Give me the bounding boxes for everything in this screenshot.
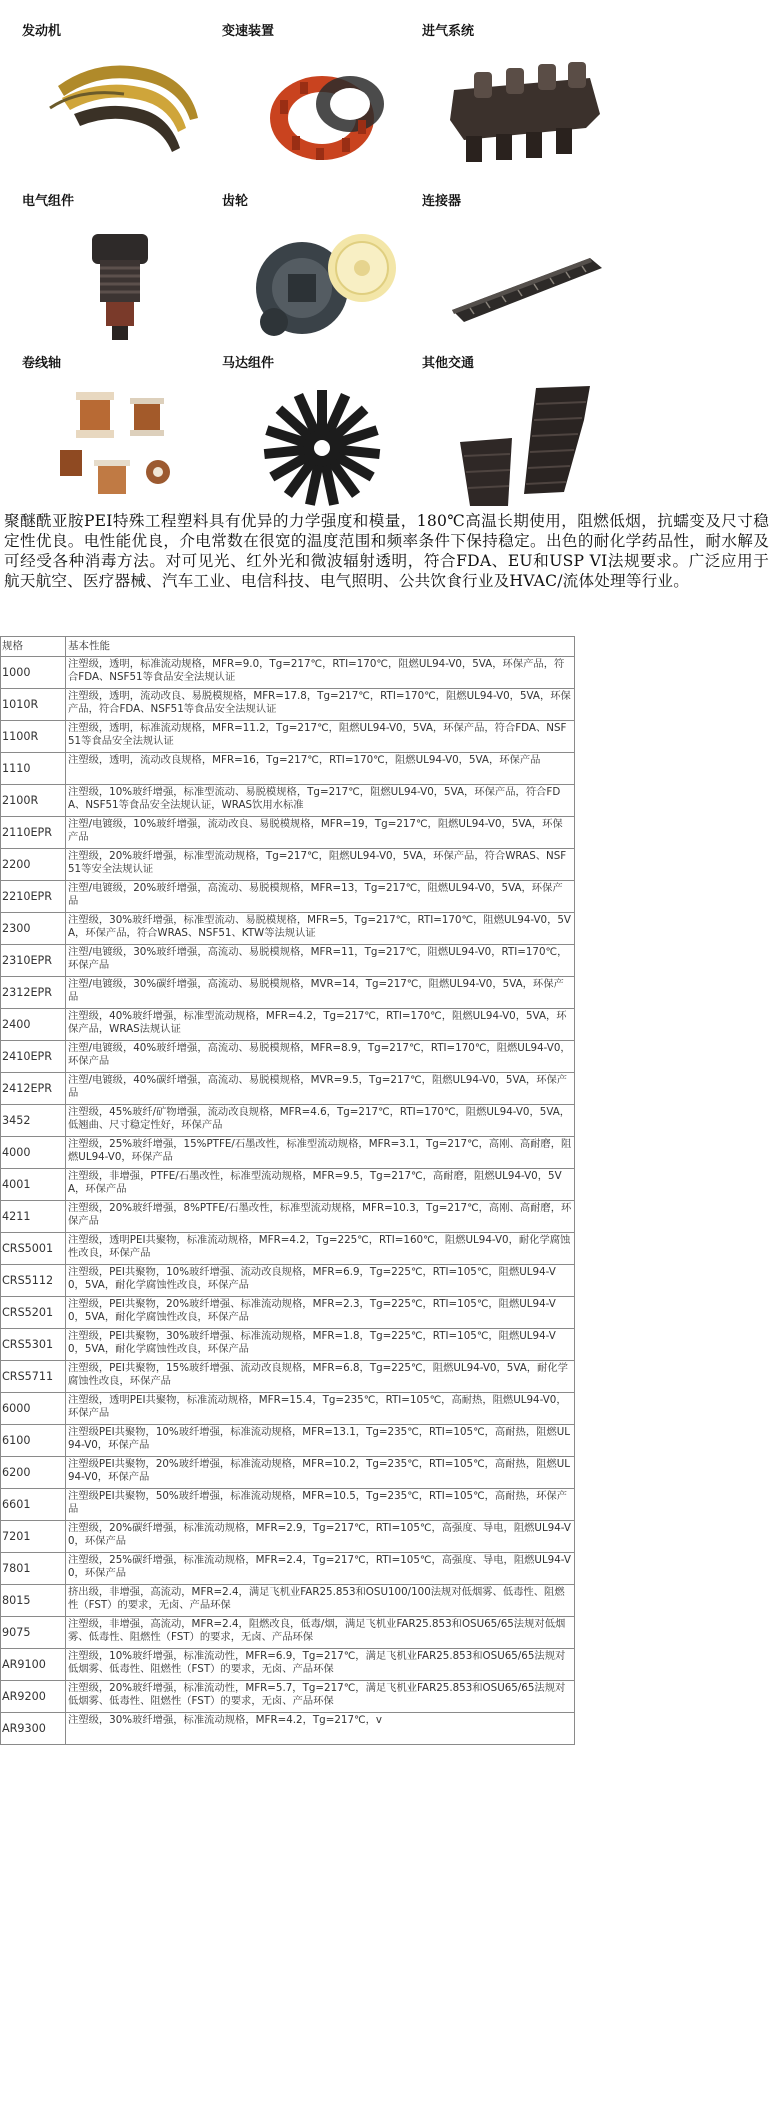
properties-cell: 注塑级，20%玻纤增强，标准型流动规格，Tg=217℃，阻燃UL94-V0，5VA，环保产品，符合WRAS、NSF51等安全法规认证	[66, 849, 575, 881]
grade-cell: 2110EPR	[1, 817, 66, 849]
grade-cell: 2100R	[1, 785, 66, 817]
grade-cell: 9075	[1, 1617, 66, 1649]
gallery-title: 卷线轴	[22, 356, 62, 371]
grade-cell: CRS5201	[1, 1297, 66, 1329]
motor-fan-image	[240, 380, 410, 510]
table-row	[1, 1713, 575, 1745]
grade-cell: 2210EPR	[1, 881, 66, 913]
table-row	[1, 881, 575, 913]
grade-cell: 2310EPR	[1, 945, 66, 977]
properties-cell: 注塑级，PEI共聚物，30%玻纤增强、标准流动规格，MFR=1.8，Tg=225℃，RTI=105℃，阻燃UL94-V0，5VA，耐化学腐蚀性改良，环保产品	[66, 1329, 575, 1361]
intake-manifold-image	[440, 48, 610, 178]
grade-cell: 6601	[1, 1489, 66, 1521]
grade-cell: 1110	[1, 753, 66, 785]
properties-cell: 注塑级PEI共聚物，50%玻纤增强，标准流动规格，MFR=10.5，Tg=235℃，RTI=105℃，高耐热，环保产品	[66, 1489, 575, 1521]
properties-cell: 注塑级，非增强，高流动，MFR=2.4，阻燃改良，低毒/烟，满足飞机业FAR25.853和OSU65/65法规对低烟雾、低毒性、阻燃性（FST）的要求，无卤、产品环保	[66, 1617, 575, 1649]
table-row	[1, 1521, 575, 1553]
grade-cell: 8015	[1, 1585, 66, 1617]
gallery-title: 齿轮	[222, 194, 249, 209]
properties-cell: 注塑级，透明，流动改良、易脱模规格，MFR=17.8，Tg=217℃，RTI=170℃，阻燃UL94-V0，5VA，环保产品，符合FDA、NSF51等食品安全法规认证	[66, 689, 575, 721]
grade-cell: CRS5001	[1, 1233, 66, 1265]
properties-cell: 注塑级，透明PEI共聚物，标准流动规格，MFR=4.2，Tg=225℃，RTI=160℃，阻燃UL94-V0，耐化学腐蚀性改良，环保产品	[66, 1233, 575, 1265]
grade-cell: AR9200	[1, 1681, 66, 1713]
table-row	[1, 1585, 575, 1617]
header-grade: 规格	[1, 637, 66, 657]
properties-cell: 注塑级，45%玻纤/矿物增强，流动改良规格，MFR=4.6，Tg=217℃，RTI=170℃，阻燃UL94-V0，5VA，低翘曲、尺寸稳定性好，环保产品	[66, 1105, 575, 1137]
gear-assembly-image	[240, 218, 410, 348]
application-gallery	[0, 0, 773, 500]
table-row	[1, 721, 575, 753]
gallery-title: 变速装置	[222, 24, 275, 39]
table-header-row	[1, 637, 575, 657]
properties-cell: 注塑级，40%玻纤增强，标准型流动规格，MFR=4.2，Tg=217℃，RTI=170℃，阻燃UL94-V0，5VA，环保产品，WRAS法规认证	[66, 1009, 575, 1041]
grade-cell: 6000	[1, 1393, 66, 1425]
table-row	[1, 817, 575, 849]
table-row	[1, 1073, 575, 1105]
table-row	[1, 1425, 575, 1457]
table-row	[1, 1105, 575, 1137]
table-row	[1, 1489, 575, 1521]
table-row	[1, 913, 575, 945]
properties-cell: 注塑级，25%碳纤增强，标准流动规格，MFR=2.4，Tg=217℃，RTI=105℃，高强度、导电，阻燃UL94-V0，环保产品	[66, 1553, 575, 1585]
grade-cell: CRS5112	[1, 1265, 66, 1297]
chain-guide-part-image	[40, 48, 210, 178]
grade-cell: 4000	[1, 1137, 66, 1169]
properties-cell: 注塑级，20%玻纤增强，标准流动性，MFR=5.7，Tg=217℃，满足飞机业FAR25.853和OSU65/65法规对低烟雾、低毒性、阻燃性（FST）的要求，无卤、产品环保	[66, 1681, 575, 1713]
grade-cell: 1100R	[1, 721, 66, 753]
grade-cell: 4001	[1, 1169, 66, 1201]
table-row	[1, 1137, 575, 1169]
table-row	[1, 1361, 575, 1393]
properties-cell: 注塑级，25%玻纤增强，15%PTFE/石墨改性，标准型流动规格，MFR=3.1，Tg=217℃，高刚、高耐磨，阻燃UL94-V0，环保产品	[66, 1137, 575, 1169]
coil-bobbin-image	[40, 380, 210, 510]
table-row	[1, 1265, 575, 1297]
grade-cell: 4211	[1, 1201, 66, 1233]
properties-cell: 注塑级，20%碳纤增强，标准流动规格，MFR=2.9，Tg=217℃，RTI=105℃，高强度、导电，阻燃UL94-V0，环保产品	[66, 1521, 575, 1553]
header-properties: 基本性能	[66, 637, 575, 657]
properties-cell: 注塑级，20%玻纤增强，8%PTFE/石墨改性，标准型流动规格，MFR=10.3，Tg=217℃，高刚、高耐磨，环保产品	[66, 1201, 575, 1233]
table-row	[1, 753, 575, 785]
properties-cell: 注塑/电镀级，10%玻纤增强，流动改良、易脱模规格，MFR=19，Tg=217℃，阻燃UL94-V0，5VA，环保产品	[66, 817, 575, 849]
properties-cell: 注塑/电镀级，40%碳纤增强，高流动、易脱模规格，MVR=9.5，Tg=217℃，阻燃UL94-V0，5VA，环保产品	[66, 1073, 575, 1105]
electrical-fitting-image	[40, 218, 210, 348]
table-row	[1, 1201, 575, 1233]
gallery-item-intake	[422, 20, 622, 180]
properties-cell: 注塑级，非增强，PTFE/石墨改性，标准型流动规格，MFR=9.5，Tg=217℃，高耐磨，阻燃UL94-V0，5VA，环保产品	[66, 1169, 575, 1201]
table-row	[1, 1169, 575, 1201]
grade-cell: 2300	[1, 913, 66, 945]
grade-cell: 7201	[1, 1521, 66, 1553]
table-row	[1, 657, 575, 689]
table-row	[1, 689, 575, 721]
gallery-item-electrical	[22, 190, 222, 350]
properties-cell: 注塑级，PEI共聚物，10%玻纤增强、流动改良规格，MFR=6.9，Tg=225℃，RTI=105℃，阻燃UL94-V0，5VA，耐化学腐蚀性改良，环保产品	[66, 1265, 575, 1297]
properties-cell: 注塑级，PEI共聚物，20%玻纤增强、标准流动规格，MFR=2.3，Tg=225℃，RTI=105℃，阻燃UL94-V0，5VA，耐化学腐蚀性改良，环保产品	[66, 1297, 575, 1329]
intro-paragraph: 聚醚酰亚胺PEI特殊工程塑料具有优异的力学强度和模量，180℃高温长期使用，阻燃低烟，抗蠕变及尺寸稳定性优良。电性能优良，介电常数在很宽的温度范围和频率条件下保持稳定。出色的耐化学药品性，耐水解及可经受各种消毒方法。对可见光、红外光和微波辐射透明，符合FDA、EU和USP VI法规要求。广泛应用于航天航空、医疗器械、汽车工业、电信科技、电气照明、公共饮食行业及HVAC/流体处理等行业。	[4, 512, 769, 590]
grade-cell: 2312EPR	[1, 977, 66, 1009]
grade-cell: 6100	[1, 1425, 66, 1457]
connector-strip-image	[440, 218, 610, 348]
table-row	[1, 1329, 575, 1361]
gallery-item-gear	[222, 190, 422, 350]
table-row	[1, 1393, 575, 1425]
grade-cell: AR9100	[1, 1649, 66, 1681]
grille-panel-image	[440, 380, 610, 510]
gallery-title: 连接器	[422, 194, 462, 209]
gallery-item-transmission	[222, 20, 422, 180]
spec-table-body	[1, 637, 575, 1745]
table-row	[1, 785, 575, 817]
gallery-item-engine	[22, 20, 222, 180]
table-row	[1, 1553, 575, 1585]
grade-cell: 6200	[1, 1457, 66, 1489]
properties-cell: 注塑级PEI共聚物，20%玻纤增强，标准流动规格，MFR=10.2，Tg=235℃，RTI=105℃，高耐热，阻燃UL94-V0，环保产品	[66, 1457, 575, 1489]
properties-cell: 注塑级，30%玻纤增强，标准型流动、易脱模规格，MFR=5，Tg=217℃，RTI=170℃，阻燃UL94-V0，5VA，环保产品，符合WRAS、NSF51、KTW等法规认证	[66, 913, 575, 945]
properties-cell: 注塑级，透明，标准流动规格，MFR=11.2，Tg=217℃，阻燃UL94-V0，5VA，环保产品，符合FDA、NSF51等食品安全法规认证	[66, 721, 575, 753]
table-row	[1, 1681, 575, 1713]
gallery-item-transport	[422, 352, 622, 512]
properties-cell: 注塑级，透明PEI共聚物，标准流动规格，MFR=15.4，Tg=235℃，RTI=105℃，高耐热，阻燃UL94-V0，环保产品	[66, 1393, 575, 1425]
spec-table	[0, 636, 575, 1745]
properties-cell: 注塑/电镀级，30%玻纤增强，高流动、易脱模规格，MFR=11，Tg=217℃，阻燃UL94-V0，RTI=170℃，环保产品	[66, 945, 575, 977]
gallery-title: 进气系统	[422, 24, 475, 39]
grade-cell: 7801	[1, 1553, 66, 1585]
bearing-cage-image	[240, 48, 410, 178]
grade-cell: 1000	[1, 657, 66, 689]
grade-cell: 3452	[1, 1105, 66, 1137]
grade-cell: 2400	[1, 1009, 66, 1041]
grade-cell: 2410EPR	[1, 1041, 66, 1073]
gallery-item-motor	[222, 352, 422, 512]
properties-cell: 注塑/电镀级，40%玻纤增强，高流动、易脱模规格，MFR=8.9，Tg=217℃，RTI=170℃，阻燃UL94-V0，环保产品	[66, 1041, 575, 1073]
properties-cell: 注塑级，PEI共聚物，15%玻纤增强、流动改良规格，MFR=6.8，Tg=225℃，阻燃UL94-V0，5VA，耐化学腐蚀性改良，环保产品	[66, 1361, 575, 1393]
table-row	[1, 977, 575, 1009]
gallery-title: 发动机	[22, 24, 62, 39]
table-row	[1, 1617, 575, 1649]
table-row	[1, 1009, 575, 1041]
properties-cell: 注塑级PEI共聚物，10%玻纤增强，标准流动规格，MFR=13.1，Tg=235℃，RTI=105℃，高耐热，阻燃UL94-V0，环保产品	[66, 1425, 575, 1457]
properties-cell: 注塑级，透明，流动改良规格，MFR=16，Tg=217℃，RTI=170℃，阻燃UL94-V0，5VA，环保产品	[66, 753, 575, 785]
table-row	[1, 1041, 575, 1073]
table-row	[1, 849, 575, 881]
properties-cell: 注塑级，透明，标准流动规格，MFR=9.0，Tg=217℃，RTI=170℃，阻燃UL94-V0，5VA，环保产品，符合FDA、NSF51等食品安全法规认证	[66, 657, 575, 689]
properties-cell: 注塑级，30%玻纤增强，标准流动规格，MFR=4.2，Tg=217℃，v	[66, 1713, 575, 1745]
grade-cell: AR9300	[1, 1713, 66, 1745]
table-row	[1, 1457, 575, 1489]
properties-cell: 注塑级，10%玻纤增强，标准型流动、易脱模规格，Tg=217℃，阻燃UL94-V0，5VA，环保产品，符合FDA、NSF51等食品安全法规认证，WRAS饮用水标准	[66, 785, 575, 817]
properties-cell: 注塑级，10%玻纤增强，标准流动性，MFR=6.9，Tg=217℃，满足飞机业FAR25.853和OSU65/65法规对低烟雾、低毒性、阻燃性（FST）的要求，无卤、产品环保	[66, 1649, 575, 1681]
gallery-title: 其他交通	[422, 356, 475, 371]
gallery-title: 电气组件	[22, 194, 75, 209]
table-row	[1, 1233, 575, 1265]
grade-cell: 2200	[1, 849, 66, 881]
properties-cell: 注塑/电镀级，20%玻纤增强，高流动、易脱模规格，MFR=13，Tg=217℃，阻燃UL94-V0，5VA，环保产品	[66, 881, 575, 913]
table-row	[1, 1649, 575, 1681]
grade-cell: 2412EPR	[1, 1073, 66, 1105]
properties-cell: 注塑/电镀级，30%碳纤增强，高流动、易脱模规格，MVR=14，Tg=217℃，阻燃UL94-V0，5VA，环保产品	[66, 977, 575, 1009]
gallery-title: 马达组件	[222, 356, 275, 371]
table-row	[1, 1297, 575, 1329]
table-row	[1, 945, 575, 977]
grade-cell: 1010R	[1, 689, 66, 721]
gallery-item-bobbin	[22, 352, 222, 512]
grade-cell: CRS5711	[1, 1361, 66, 1393]
gallery-item-connector	[422, 190, 622, 350]
grade-cell: CRS5301	[1, 1329, 66, 1361]
properties-cell: 挤出级，非增强，高流动，MFR=2.4，满足飞机业FAR25.853和OSU100/100法规对低烟雾、低毒性、阻燃性（FST）的要求，无卤、产品环保	[66, 1585, 575, 1617]
